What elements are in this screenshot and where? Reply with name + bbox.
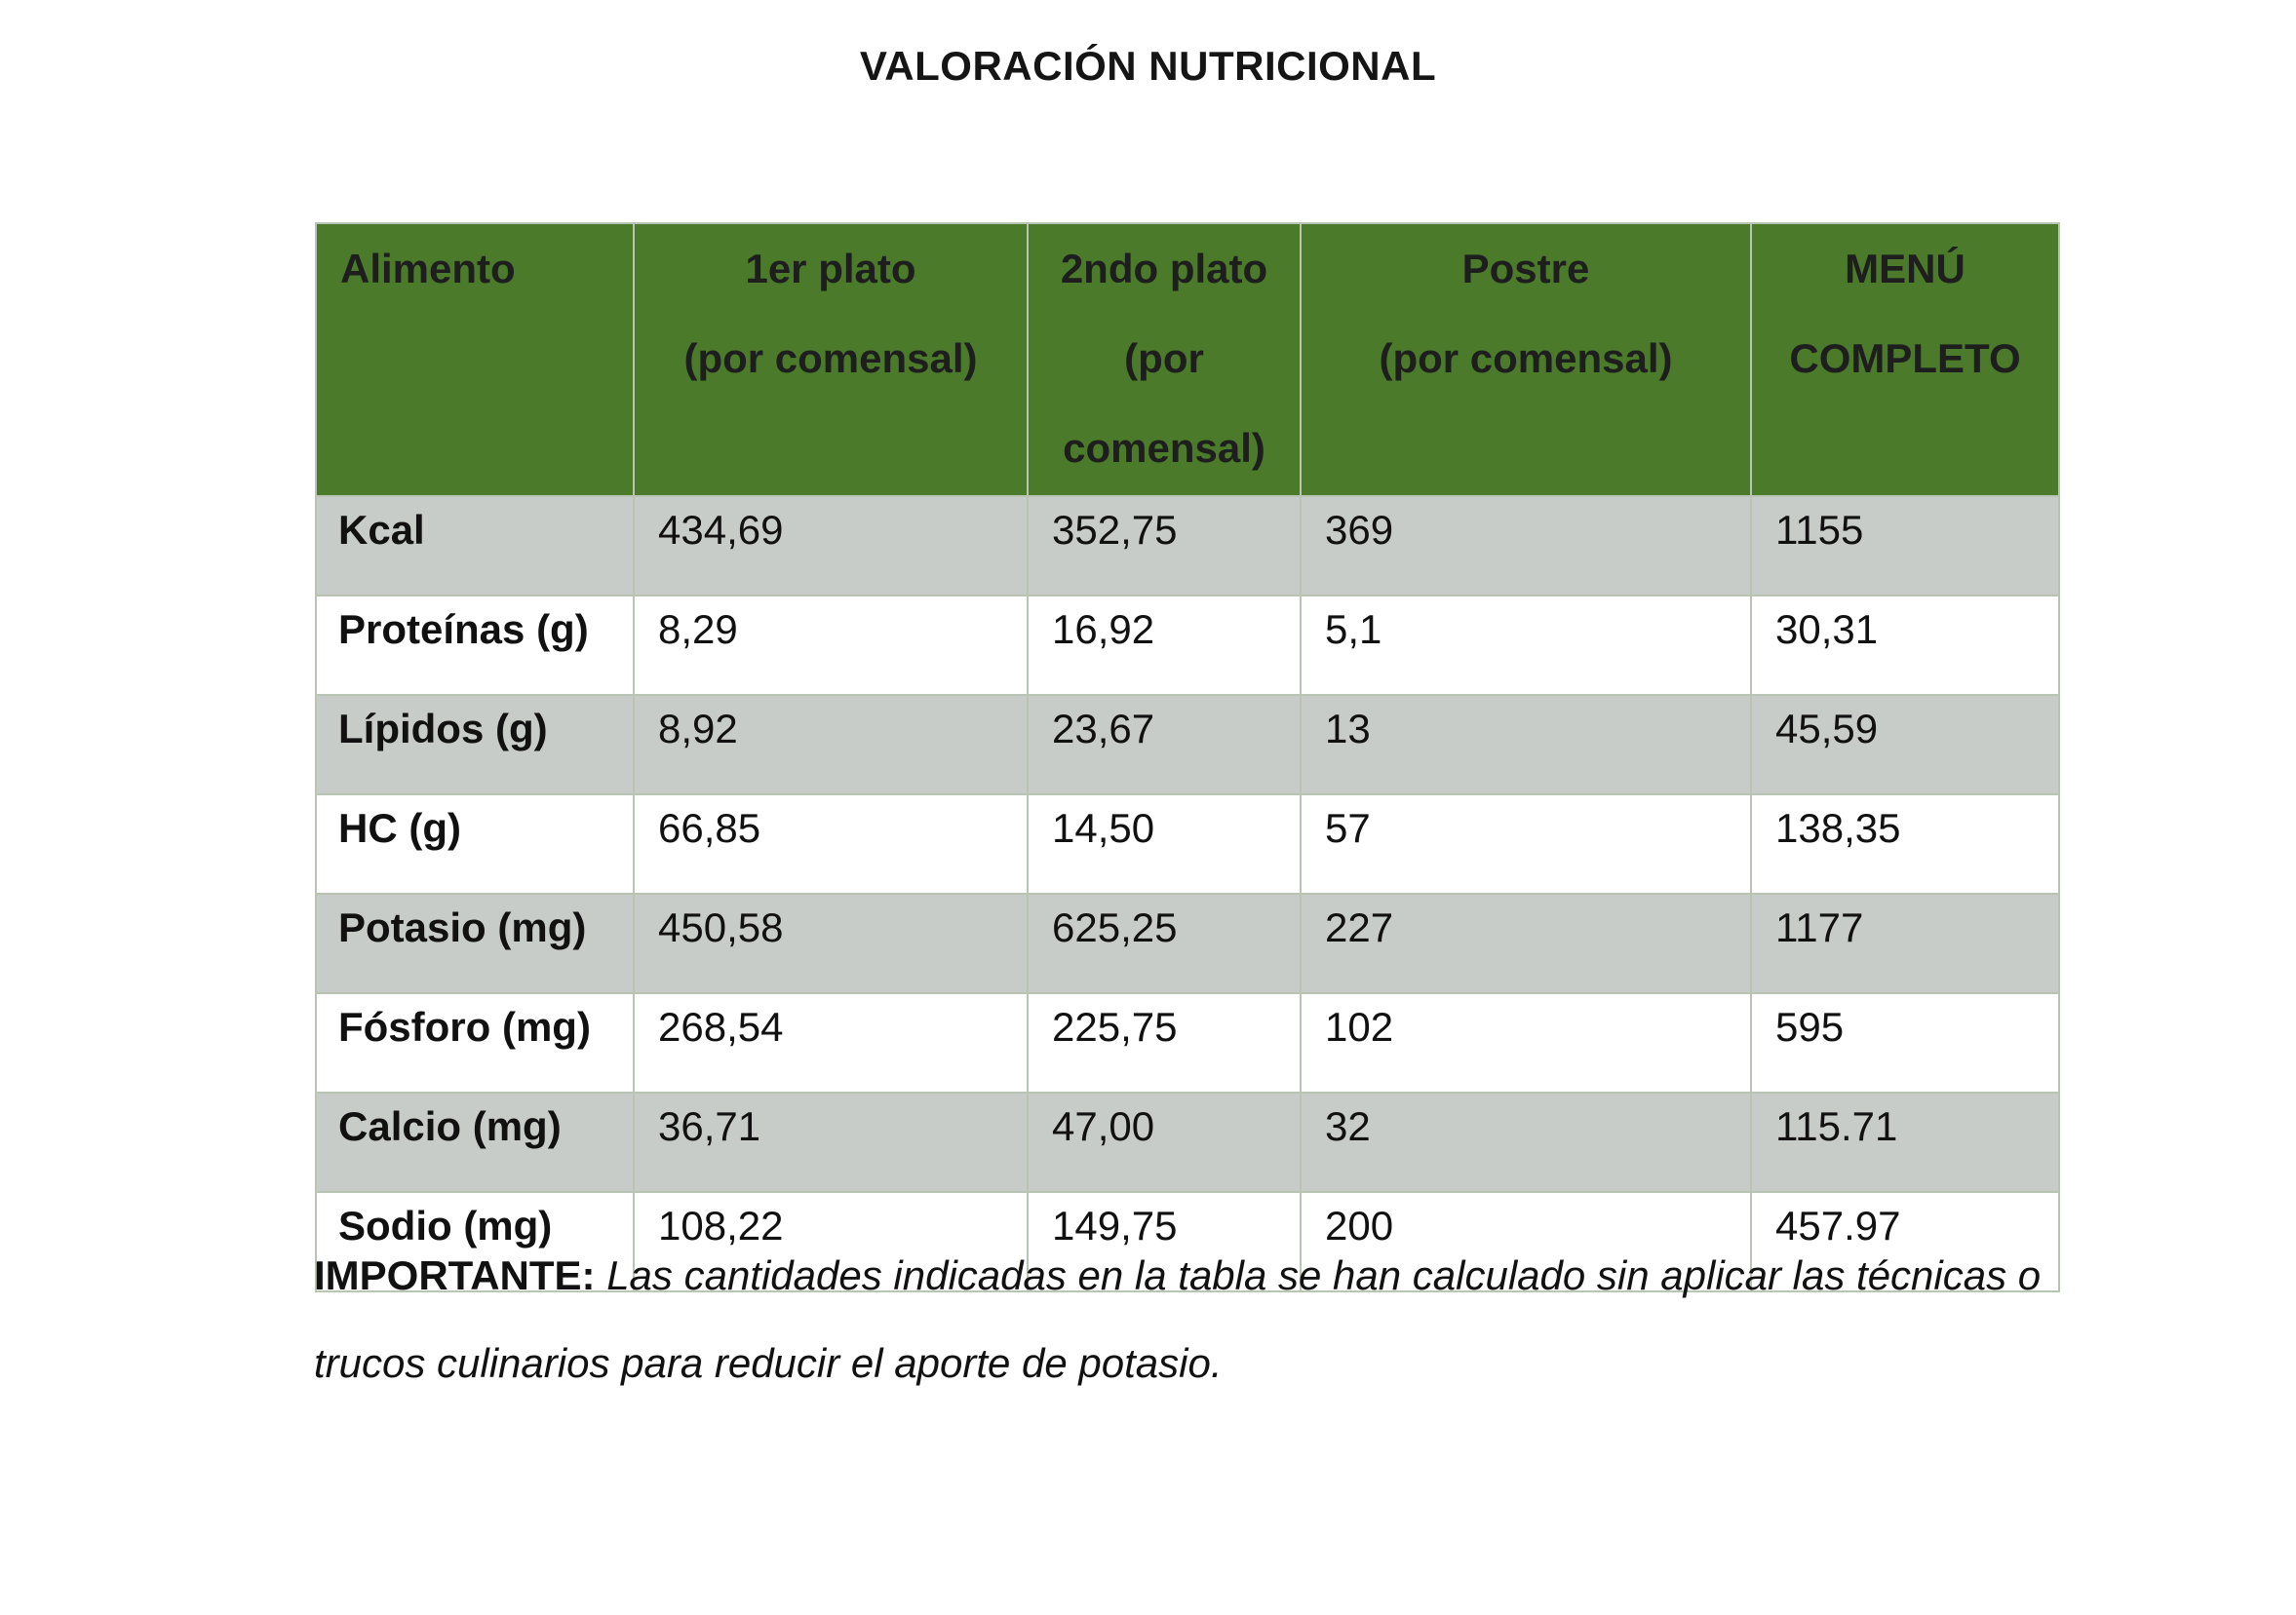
table-row <box>316 1093 2059 1192</box>
table-cell: 352,75 <box>1028 496 1301 596</box>
table-cell: 102 <box>1301 993 1751 1093</box>
note-text: Las cantidades indicadas en la tabla se han calculado sin aplicar las técnicas o trucos culinarios para reducir el aporte de potasio. <box>314 1252 2042 1386</box>
table-cell: 625,25 <box>1028 894 1301 993</box>
table-cell: 47,00 <box>1028 1093 1301 1192</box>
header-second-course <box>1028 223 1301 496</box>
important-note <box>314 1232 2049 1407</box>
table-cell: 16,92 <box>1028 596 1301 695</box>
table-cell: 268,54 <box>634 993 1028 1093</box>
table-cell: 149,75 <box>1028 1192 1301 1291</box>
table-cell: 66,85 <box>634 794 1028 894</box>
table-row <box>316 496 2059 596</box>
header-line: COMPLETO <box>1789 335 2021 381</box>
table-cell: 457.97 <box>1751 1192 2059 1291</box>
row-label: Proteínas (g) <box>316 596 634 695</box>
table-cell: 115.71 <box>1751 1093 2059 1192</box>
row-label: Calcio (mg) <box>316 1093 634 1192</box>
row-label: Lípidos (g) <box>316 695 634 794</box>
table-cell: 45,59 <box>1751 695 2059 794</box>
row-label: HC (g) <box>316 794 634 894</box>
header-line: (por comensal) <box>683 335 978 381</box>
table-cell: 14,50 <box>1028 794 1301 894</box>
table-cell: 225,75 <box>1028 993 1301 1093</box>
table-cell: 8,92 <box>634 695 1028 794</box>
row-label: Potasio (mg) <box>316 894 634 993</box>
table-cell: 13 <box>1301 695 1751 794</box>
table-cell: 108,22 <box>634 1192 1028 1291</box>
header-dessert <box>1301 223 1751 496</box>
header-line: 2ndo plato <box>1060 246 1268 291</box>
table-cell: 369 <box>1301 496 1751 596</box>
table-row <box>316 596 2059 695</box>
header-line: (por comensal) <box>1379 335 1673 381</box>
table-cell: 30,31 <box>1751 596 2059 695</box>
table-row <box>316 794 2059 894</box>
header-first-course <box>634 223 1028 496</box>
table-header-row <box>316 223 2059 496</box>
table-cell: 36,71 <box>634 1093 1028 1192</box>
header-alimento <box>316 223 634 496</box>
table-cell: 450,58 <box>634 894 1028 993</box>
header-line: comensal) <box>1063 425 1265 471</box>
table-cell: 138,35 <box>1751 794 2059 894</box>
row-label: Kcal <box>316 496 634 596</box>
row-label: Sodio (mg) <box>316 1192 634 1291</box>
header-line: (por <box>1124 335 1204 381</box>
table-row <box>316 894 2059 993</box>
table-cell: 5,1 <box>1301 596 1751 695</box>
header-line: Alimento <box>340 246 516 291</box>
table-row <box>316 993 2059 1093</box>
table-cell: 595 <box>1751 993 2059 1093</box>
header-line: MENÚ <box>1845 246 1965 291</box>
table-cell: 32 <box>1301 1093 1751 1192</box>
table-cell: 57 <box>1301 794 1751 894</box>
table-cell: 8,29 <box>634 596 1028 695</box>
table-cell: 1155 <box>1751 496 2059 596</box>
header-full-menu <box>1751 223 2059 496</box>
table-cell: 200 <box>1301 1192 1751 1291</box>
nutrition-table <box>315 222 2060 1292</box>
table-cell: 23,67 <box>1028 695 1301 794</box>
table-cell: 434,69 <box>634 496 1028 596</box>
note-label: IMPORTANTE: <box>314 1252 596 1298</box>
header-line: 1er plato <box>745 246 916 291</box>
header-line: Postre <box>1461 246 1590 291</box>
table-row <box>316 695 2059 794</box>
row-label: Fósforo (mg) <box>316 993 634 1093</box>
table-cell: 227 <box>1301 894 1751 993</box>
page-title: VALORACIÓN NUTRICIONAL <box>859 43 1437 89</box>
table-cell: 1177 <box>1751 894 2059 993</box>
